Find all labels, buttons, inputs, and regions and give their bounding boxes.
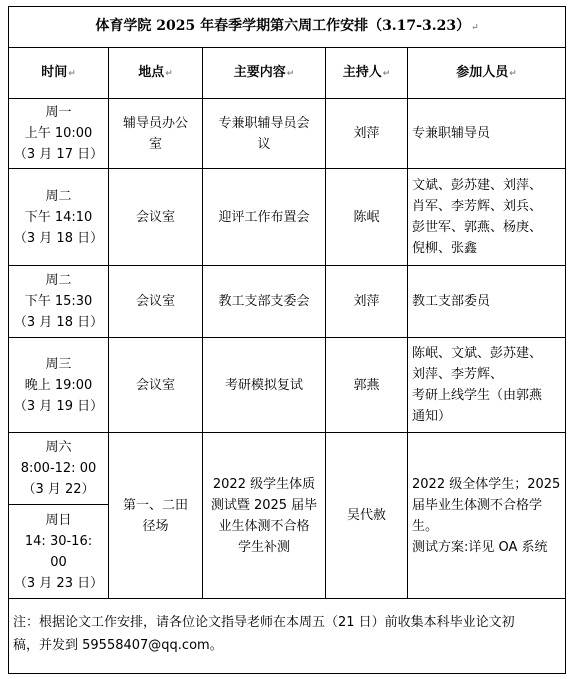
cell-line: 周三 <box>45 356 72 372</box>
cell-line: 生。 <box>412 518 439 534</box>
table-row <box>9 433 566 505</box>
cell-location <box>109 338 203 433</box>
cell-line: 周一 <box>45 105 72 120</box>
cell-time <box>9 169 109 266</box>
cell-line: （3 月 22） <box>22 482 95 497</box>
cell-participants <box>408 433 566 599</box>
table-row <box>9 266 566 338</box>
cell-line: 14: 30-16: <box>24 533 93 549</box>
cell-line: 倪柳、张鑫 <box>412 241 478 256</box>
cell-line: 通知） <box>412 409 452 424</box>
cell-line: 测试方案:详见 OA 系统 <box>412 539 548 555</box>
cell-line: 彭世军、郭燕、杨庚、 <box>412 220 543 235</box>
cell-host: 刘萍 <box>326 99 408 169</box>
cell-line: 下午 15:30 <box>24 294 93 309</box>
cell-line: 会议室 <box>135 209 175 225</box>
cell-time <box>9 338 109 433</box>
cell-content <box>203 433 326 599</box>
cell-host: 刘萍 <box>326 266 408 338</box>
cell-host: 吴代赦 <box>326 433 408 599</box>
cell-location <box>109 99 203 169</box>
header-location: 地点↵ <box>109 48 203 99</box>
header-time: 时间↵ <box>9 48 109 99</box>
cell-time <box>9 266 109 338</box>
cell-line: 测试暨 2025 届毕 <box>210 497 318 513</box>
cell-host: 郭燕 <box>326 338 408 433</box>
schedule-document <box>8 6 565 673</box>
cell-line: 专兼职辅导员会 <box>218 115 310 131</box>
header-row <box>9 48 566 99</box>
header-content: 主要内容↵ <box>203 48 326 99</box>
cell-time <box>9 433 109 505</box>
cell-line: 8:00-12: 00 <box>20 461 97 476</box>
cell-participants <box>408 266 566 338</box>
cell-line: 径场 <box>142 518 169 534</box>
cell-line: 2022 级学生体质 <box>212 476 316 492</box>
schedule-table <box>8 6 566 674</box>
cell-line: 晚上 19:00 <box>24 377 93 393</box>
cell-participants <box>408 99 566 169</box>
cell-line: 周二 <box>45 188 72 204</box>
cell-line: （3 月 19 日） <box>13 398 104 414</box>
cell-location <box>109 169 203 266</box>
cell-line: 室 <box>148 136 162 152</box>
cell-line: 考研模拟复试 <box>224 377 303 393</box>
page-title: 体育学院 2025 年春季学期第六周工作安排（3.17-3.23）↵ <box>9 7 566 48</box>
cell-location <box>109 433 203 599</box>
cell-line: （3 月 18 日） <box>13 315 104 330</box>
cell-line: 业生体测不合格 <box>218 518 310 534</box>
cell-line: 周六 <box>45 440 72 455</box>
table-row <box>9 338 566 433</box>
cell-line: 2022 级全体学生；2025 <box>412 476 561 492</box>
note-text <box>9 599 566 674</box>
cell-line: 注：根据论文工作安排，请各位论文指导老师在本周五（21 日）前收集本科毕业论文初 <box>13 615 515 630</box>
cell-participants <box>408 169 566 266</box>
cell-line: 陈岷、文斌、彭苏建、 <box>412 346 543 361</box>
table-row <box>9 99 566 169</box>
header-participants: 参加人员↵ <box>408 48 566 99</box>
cell-line: 议 <box>257 136 271 152</box>
cell-line: 考研上线学生（由郭燕 <box>412 388 543 403</box>
cell-line: 文斌、彭苏建、刘萍、 <box>412 178 543 193</box>
cell-line: 刘萍、李芳辉、 <box>412 367 504 382</box>
cell-line: 00 <box>50 554 67 570</box>
cell-line: 上午 10:00 <box>24 126 93 141</box>
cell-line: 周日 <box>45 512 72 528</box>
cell-line: 稿，并发到 59558407@qq.com。 <box>13 638 223 653</box>
cell-line: 教工支部支委会 <box>218 294 310 309</box>
cell-line: 迎评工作布置会 <box>218 209 310 225</box>
cell-time <box>9 99 109 169</box>
cell-line: 周二 <box>45 273 72 288</box>
cell-content <box>203 338 326 433</box>
table-row <box>9 169 566 266</box>
cell-line: 专兼职辅导员 <box>412 126 491 141</box>
cell-line: 届毕业生体测不合格学 <box>412 497 543 513</box>
cell-line: （3 月 18 日） <box>13 230 104 246</box>
cell-line: 肖军、李芳辉、刘兵、 <box>412 199 543 214</box>
cell-line: 会议室 <box>135 377 175 393</box>
cell-line: 下午 14:10 <box>24 209 93 225</box>
header-host: 主持人↵ <box>326 48 408 99</box>
cell-location <box>109 266 203 338</box>
cell-line: （3 月 17 日） <box>13 147 104 162</box>
cell-content <box>203 266 326 338</box>
cell-line: 辅导员办公 <box>122 115 188 131</box>
cell-line: （3 月 23 日） <box>13 575 104 591</box>
cell-content <box>203 169 326 266</box>
cell-time <box>9 505 109 599</box>
cell-line: 第一、二田 <box>122 497 188 513</box>
cell-participants <box>408 338 566 433</box>
cell-content <box>203 99 326 169</box>
cell-line: 教工支部委员 <box>412 294 491 309</box>
cell-line: 学生补测 <box>237 539 290 555</box>
note-row <box>9 599 566 674</box>
cell-line: 会议室 <box>135 294 175 309</box>
cell-host: 陈岷 <box>326 169 408 266</box>
